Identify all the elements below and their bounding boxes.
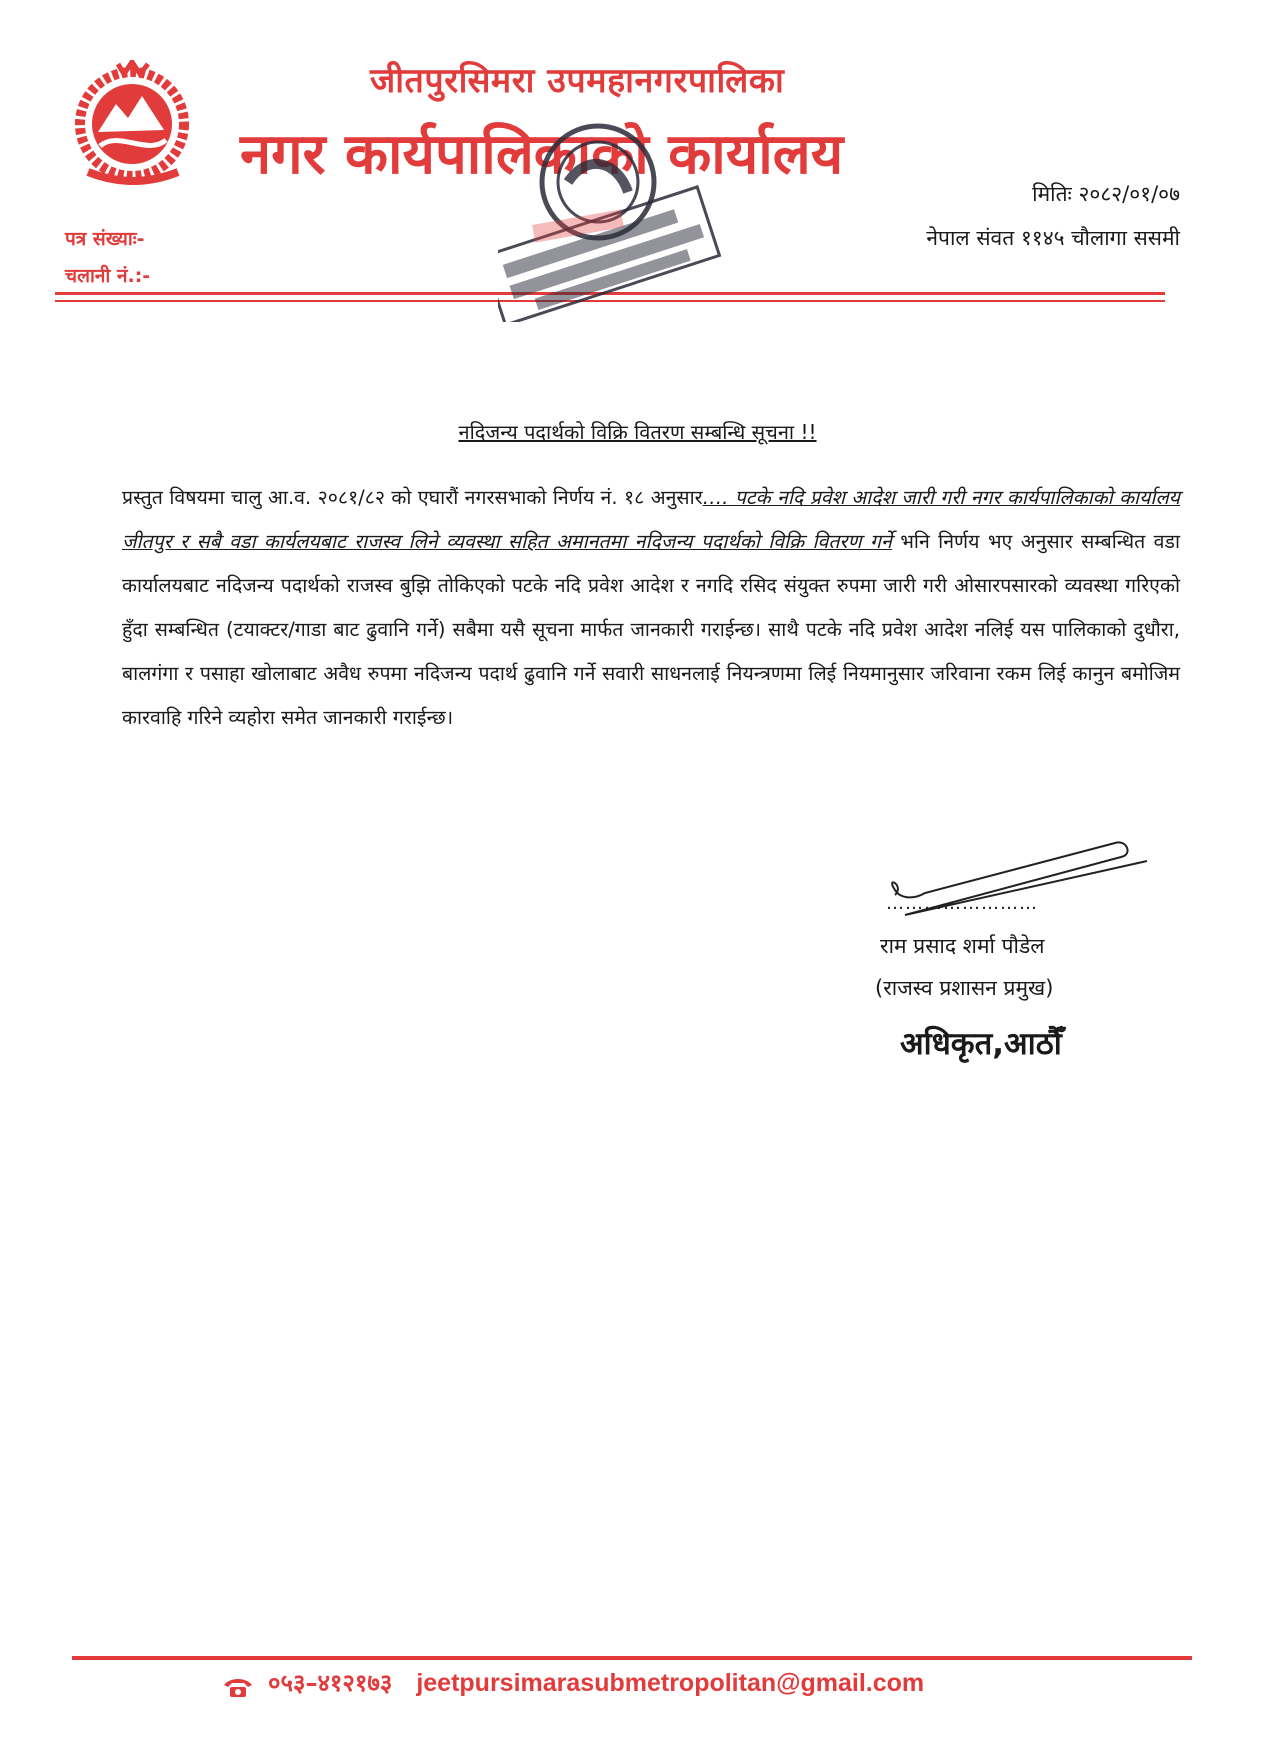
notice-subject: नदिजन्य पदार्थको विक्रि वितरण सम्बन्धि सूचना !!	[458, 420, 817, 444]
signatory-role: (राजस्व प्रशासन प्रमुख)	[875, 976, 1054, 1000]
nepal-samvat-date: नेपाल संवत ११४५ चौलागा ससमी	[926, 226, 1180, 250]
signatory-title: अधिकृत,आठौँ	[900, 1026, 1062, 1062]
footer-divider	[72, 1656, 1192, 1660]
signatory-name: राम प्रसाद शर्मा पौडेल	[880, 934, 1045, 958]
organization-name: जीतपुरसिमरा उपमहानगरपालिका	[370, 61, 785, 101]
signature-line: ……………………	[886, 893, 1038, 914]
footer-contact	[268, 1666, 924, 1699]
body-decision-quote: …. पटके नदि प्रवेश आदेश जारी गरी नगर कार्यपालिकाको कार्यालय जीतपुर र सबै वडा कार्यलयबाट राजस्व लिने व्यवस्था सहित अमानतमा नदिजन्य पदार्थको विक्रि वितरण गर्ने	[122, 486, 1180, 553]
telephone-icon	[222, 1675, 254, 1699]
dispatch-number-label: चलानी नं.:-	[65, 265, 151, 287]
phone-number: ०५३–४१२१७३	[268, 1669, 393, 1697]
office-round-stamp	[498, 122, 748, 322]
letter-number-label: पत्र संख्याः-	[65, 228, 145, 250]
notice-body	[122, 476, 1180, 740]
body-rest: भनि निर्णय भए अनुसार सम्बन्धित वडा कार्यालयबाट नदिजन्य पदार्थको राजस्व बुझि तोकिएको पटके नदि प्रवेश आदेश र नगदि रसिद संयुक्त रुपमा जारी गरी ओसारपसारको व्यवस्था गरिएको हुँदा सम्बन्धित (टयाक्टर/गाडा बाट ढुवानि गर्ने) सबैमा यसै सूचना मार्फत जानकारी गराईन्छ। साथै पटके नदि प्रवेश आदेश नलिई यस पालिकाको दुधौरा, बालगंगा र पसाहा खोलाबाट अवैध रुपमा नदिजन्य पदार्थ ढुवानि गर्ने सवारी साधनलाई नियन्त्रणमा लिई नियमानुसार जरिवाना रकम लिई कानुन बमोजिम कारवाहि गरिने व्यहोरा समेत जानकारी गराईन्छ।	[122, 530, 1181, 729]
letter-date: मितिः २०८२/०१/०७	[1032, 182, 1180, 206]
email-address: jeetpursimarasubmetropolitan@gmail.com	[416, 1669, 925, 1697]
body-intro: प्रस्तुत विषयमा चालु आ.व. २०८१/८२ को एघारौं नगरसभाको निर्णय नं. १८ अनुसार	[122, 486, 703, 509]
nepal-emblem-logo	[58, 60, 208, 190]
office-name: नगर कार्यपालिकाको कार्यालय	[240, 122, 844, 187]
